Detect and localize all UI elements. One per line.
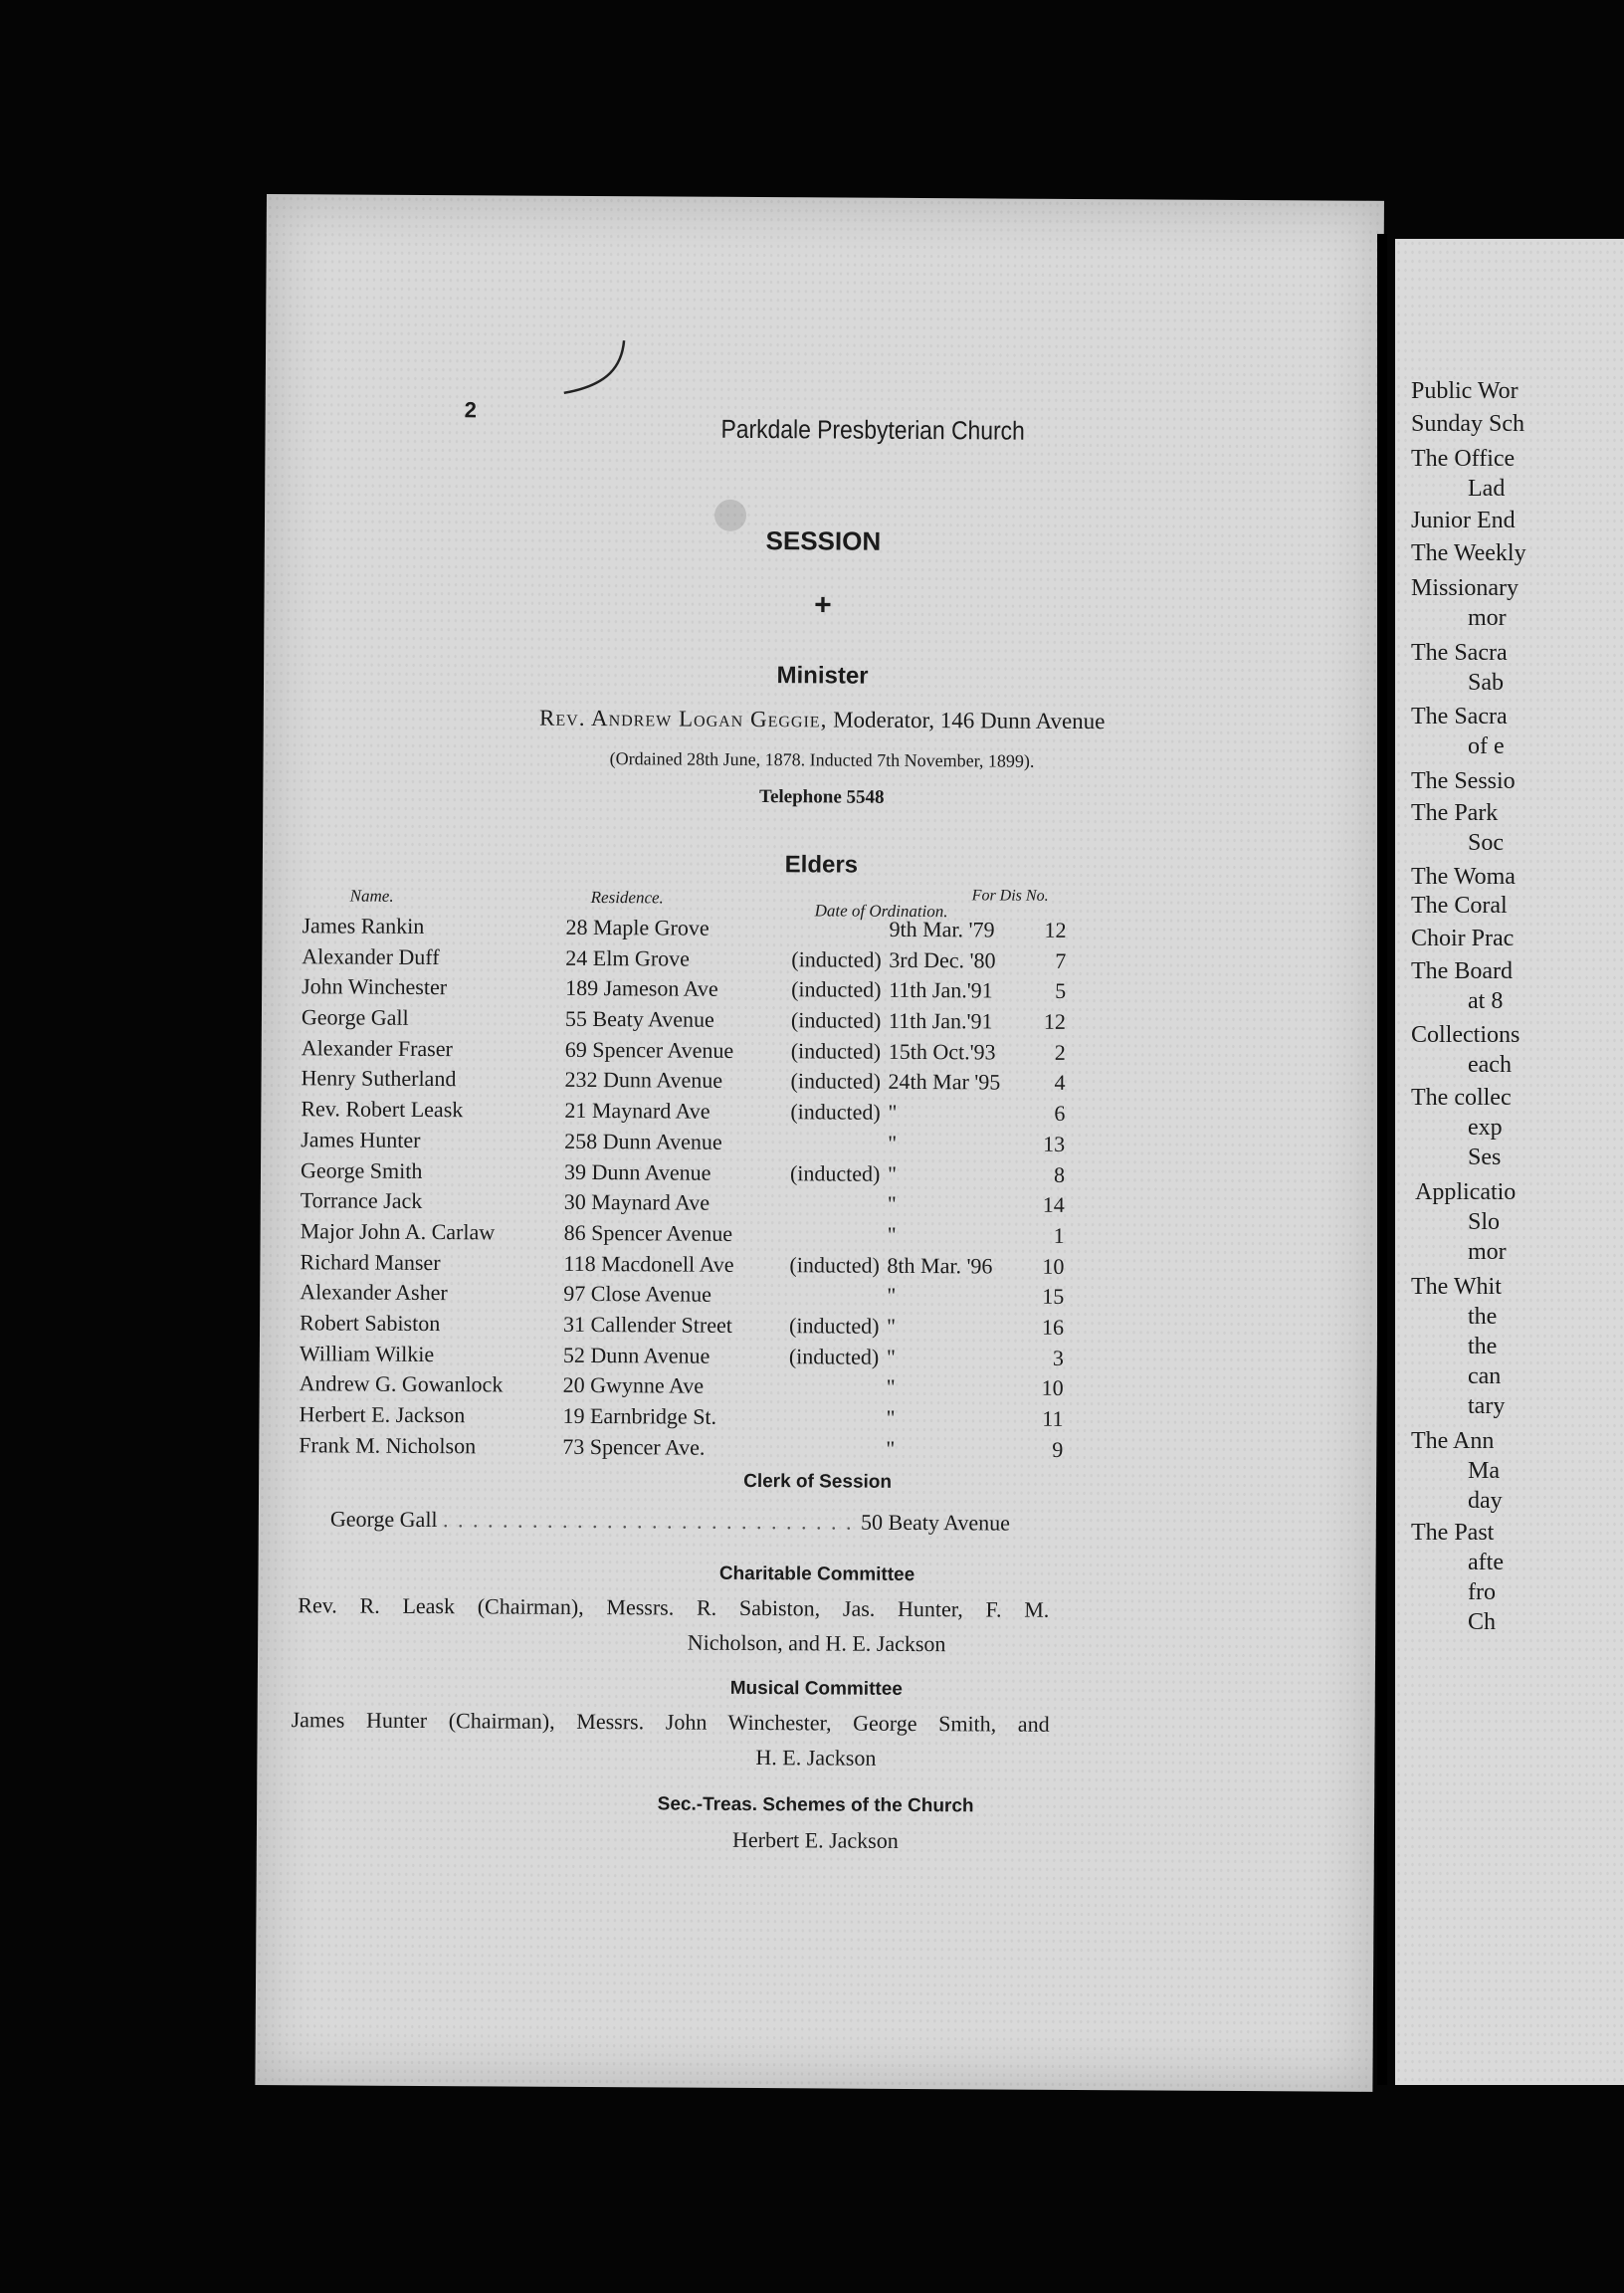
column-header-residence: Residence. — [590, 888, 664, 908]
right-page-line: The collec — [1411, 1085, 1512, 1111]
right-page-line: Soc — [1468, 830, 1504, 856]
charitable-line-1: Rev. R. Leask (Chairman), Messrs. R. Sabiston, Jas. Hunter, F. M. — [298, 1592, 1050, 1622]
elder-residence: 30 Maynard Ave — [563, 1189, 710, 1215]
elder-district: 10 — [1041, 1375, 1064, 1401]
elder-district: 14 — [1042, 1191, 1065, 1218]
session-heading: SESSION — [765, 525, 882, 556]
clerk-line — [330, 1506, 1010, 1536]
right-page-line: Sunday Sch — [1411, 411, 1524, 437]
elder-residence: 24 Elm Grove — [565, 944, 691, 971]
elder-residence: 28 Maple Grove — [565, 914, 710, 940]
elder-ordination-date: " — [888, 1130, 898, 1155]
elder-inducted: (inducted) — [790, 1007, 882, 1033]
elder-district: 12 — [1043, 1008, 1067, 1034]
right-page-line: The Office — [1411, 446, 1516, 472]
right-page-line: the — [1468, 1334, 1498, 1359]
elder-district: 5 — [1055, 978, 1067, 1004]
right-page-line: at 8 — [1468, 988, 1504, 1014]
right-page-line: Applicatio — [1415, 1179, 1517, 1205]
right-page-line: each — [1468, 1052, 1512, 1078]
elder-residence: 258 Dunn Avenue — [564, 1128, 722, 1154]
clerk-name: George Gall — [329, 1506, 438, 1533]
charitable-line-2: Nicholson, and H. E. Jackson — [687, 1629, 946, 1657]
elder-ordination-date: " — [886, 1404, 896, 1430]
right-page-line: Junior End — [1411, 508, 1516, 533]
running-title: Parkdale Presbyterian Church — [720, 413, 1025, 446]
right-page-line: The Sessio — [1411, 768, 1516, 794]
leader-dots: . . . . . . . . . . . . . . . . . . . . . . . . . . . . — [443, 1507, 862, 1535]
right-page-line: Collections — [1411, 1022, 1521, 1048]
minister-line — [264, 704, 1381, 736]
elder-name: James Hunter — [301, 1127, 421, 1152]
elder-name: Herbert E. Jackson — [299, 1401, 466, 1428]
right-page-line: of e — [1468, 733, 1505, 759]
elder-name: Andrew G. Gowanlock — [299, 1370, 504, 1397]
elder-district: 12 — [1044, 917, 1067, 942]
elder-name: William Wilkie — [299, 1340, 435, 1366]
right-page-line: The Sacra — [1411, 640, 1508, 666]
elder-ordination-date: " — [887, 1283, 897, 1309]
elder-district: 2 — [1054, 1039, 1066, 1065]
right-page-line: the — [1468, 1304, 1498, 1330]
book-spine — [1377, 234, 1387, 2085]
charitable-heading: Charitable Committee — [718, 1563, 915, 1586]
elder-name: George Gall — [301, 1004, 409, 1030]
elder-name: Robert Sabiston — [299, 1310, 441, 1337]
elder-inducted: (inducted) — [791, 945, 882, 972]
right-page-line: The Whit — [1411, 1274, 1502, 1300]
elder-residence: 55 Beaty Avenue — [564, 1005, 714, 1032]
right-page-line: The Past — [1411, 1520, 1495, 1546]
column-header-district: For Dis No. — [971, 887, 1049, 905]
pen-mark — [554, 335, 634, 405]
elder-residence: 20 Gwynne Ave — [562, 1372, 705, 1399]
elder-ordination-date: " — [886, 1374, 896, 1400]
elder-district: 13 — [1043, 1131, 1066, 1156]
ordination-note: (Ordained 28th June, 1878. Inducted 7th November, 1899). — [609, 748, 1035, 771]
elder-district: 11 — [1042, 1405, 1064, 1431]
right-page-line: The Coral — [1411, 893, 1508, 919]
elder-ordination-date: " — [886, 1313, 897, 1339]
elder-district: 16 — [1041, 1314, 1065, 1340]
elder-residence: 52 Dunn Avenue — [562, 1342, 710, 1368]
elder-residence: 69 Spencer Avenue — [564, 1036, 734, 1063]
elder-ordination-date: " — [887, 1191, 897, 1217]
elder-inducted: (inducted) — [790, 1068, 882, 1095]
elder-district: 8 — [1053, 1161, 1066, 1187]
elder-name: Frank M. Nicholson — [299, 1431, 477, 1458]
musical-heading: Musical Committee — [729, 1677, 903, 1700]
elders-heading: Elders — [784, 851, 859, 879]
minister-details: Moderator, 146 Dunn Avenue — [827, 707, 1106, 734]
elder-district: 9 — [1052, 1436, 1064, 1462]
elder-residence: 97 Close Avenue — [563, 1281, 712, 1308]
cross-ornament: + — [814, 588, 832, 622]
elder-ordination-date: 11th Jan.'91 — [889, 977, 993, 1003]
elder-name: Henry Sutherland — [301, 1065, 457, 1092]
elder-ordination-date: " — [888, 1099, 898, 1126]
elder-inducted: (inducted) — [790, 1099, 881, 1125]
musical-line-2: H. E. Jackson — [755, 1745, 877, 1771]
elder-district: 1 — [1053, 1222, 1065, 1248]
elder-name: Richard Manser — [300, 1248, 441, 1275]
right-page-line: fro — [1468, 1579, 1496, 1605]
right-page-line: can — [1468, 1363, 1502, 1389]
elder-ordination-date: 9th Mar. '79 — [889, 916, 995, 942]
elder-residence: 73 Spencer Ave. — [562, 1433, 706, 1460]
right-page-line: mor — [1468, 1239, 1507, 1265]
elder-ordination-date: 11th Jan.'91 — [888, 1007, 993, 1034]
elder-residence: 19 Earnbridge St. — [562, 1402, 717, 1429]
elder-residence: 31 Callender Street — [562, 1311, 732, 1338]
elder-inducted: (inducted) — [789, 1159, 881, 1186]
elder-name: Alexander Duff — [302, 942, 440, 969]
left-page — [255, 194, 1384, 2092]
right-page-line: day — [1468, 1488, 1503, 1514]
elder-name: Rev. Robert Leask — [301, 1096, 464, 1123]
right-page-line: exp — [1468, 1115, 1503, 1141]
right-page-line: Public Wor — [1411, 378, 1519, 404]
elder-inducted: (inducted) — [788, 1343, 880, 1369]
right-page-line: The Ann — [1411, 1428, 1495, 1454]
elder-ordination-date: " — [887, 1160, 898, 1186]
right-page-line: Slo — [1468, 1209, 1501, 1235]
right-page-line: Ch — [1468, 1609, 1497, 1635]
elder-ordination-date: 15th Oct.'93 — [888, 1038, 996, 1065]
elder-residence: 39 Dunn Avenue — [563, 1158, 711, 1185]
right-page-line: The Board — [1411, 958, 1513, 984]
elder-ordination-date: " — [887, 1221, 897, 1247]
elder-inducted: (inducted) — [790, 1037, 882, 1064]
elder-ordination-date: 24th Mar '95 — [888, 1069, 1001, 1095]
elder-ordination-date: " — [886, 1344, 896, 1369]
right-page-line: The Weekly — [1411, 540, 1526, 566]
sec-treas-name: Herbert E. Jackson — [731, 1826, 899, 1853]
clerk-address: 50 Beaty Avenue — [861, 1509, 1011, 1536]
right-page — [1395, 239, 1624, 2085]
elder-name: Alexander Asher — [300, 1279, 448, 1306]
right-page-line: afte — [1468, 1550, 1504, 1575]
elder-district: 10 — [1042, 1253, 1065, 1279]
elder-ordination-date: 3rd Dec. '80 — [889, 946, 996, 973]
page-number: 2 — [464, 397, 478, 423]
elder-name: Torrance Jack — [300, 1187, 423, 1214]
elder-district: 6 — [1054, 1100, 1066, 1127]
elder-inducted: (inducted) — [791, 976, 882, 1003]
right-page-line: The Woma — [1411, 864, 1516, 890]
elder-name: George Smith — [300, 1156, 423, 1183]
sec-treas-heading: Sec.-Treas. Schemes of the Church — [657, 1793, 974, 1817]
elder-district: 3 — [1052, 1345, 1064, 1370]
right-page-line: Sab — [1468, 670, 1504, 696]
elder-residence: 21 Maynard Ave — [564, 1097, 710, 1124]
right-page-line: The Park — [1411, 800, 1499, 826]
elder-inducted: (inducted) — [788, 1313, 880, 1339]
elder-residence: 232 Dunn Avenue — [564, 1067, 723, 1094]
elders-table — [299, 913, 1067, 1462]
clerk-heading: Clerk of Session — [743, 1470, 893, 1493]
elder-district: 7 — [1055, 947, 1067, 973]
right-page-line: Choir Prac — [1411, 926, 1515, 951]
right-page-line: Ses — [1468, 1145, 1502, 1170]
elder-ordination-date: " — [886, 1435, 896, 1461]
right-page-line: tary — [1468, 1393, 1506, 1419]
right-page-line: Lad — [1468, 476, 1506, 502]
minister-name: Rev. Andrew Logan Geggie, — [539, 705, 828, 732]
elder-residence: 189 Jameson Ave — [565, 975, 718, 1002]
elder-inducted: (inducted) — [789, 1251, 880, 1278]
stain — [710, 496, 750, 535]
right-page-line: The Sacra — [1411, 704, 1508, 730]
elder-name: Alexander Fraser — [301, 1034, 453, 1061]
right-page-line: mor — [1468, 605, 1507, 631]
elder-residence: 86 Spencer Avenue — [563, 1219, 733, 1246]
elder-residence: 118 Macdonell Ave — [563, 1250, 734, 1277]
minister-heading: Minister — [776, 662, 869, 690]
elder-name: James Rankin — [302, 913, 425, 938]
elder-name: Major John A. Carlaw — [300, 1218, 496, 1245]
telephone: Telephone 5548 — [759, 786, 885, 808]
column-header-date: Date of Ordination. — [814, 901, 948, 922]
elder-ordination-date: 8th Mar. '96 — [887, 1252, 993, 1279]
elder-district: 15 — [1042, 1284, 1065, 1310]
musical-line-1: James Hunter (Chairman), Messrs. John Winchester, George Smith, and — [291, 1707, 1050, 1737]
elder-district: 4 — [1054, 1070, 1066, 1096]
column-header-name: Name. — [349, 886, 394, 906]
elder-name: John Winchester — [302, 973, 448, 1000]
right-page-line: Missionary — [1411, 575, 1519, 601]
right-page-line: Ma — [1468, 1458, 1500, 1484]
